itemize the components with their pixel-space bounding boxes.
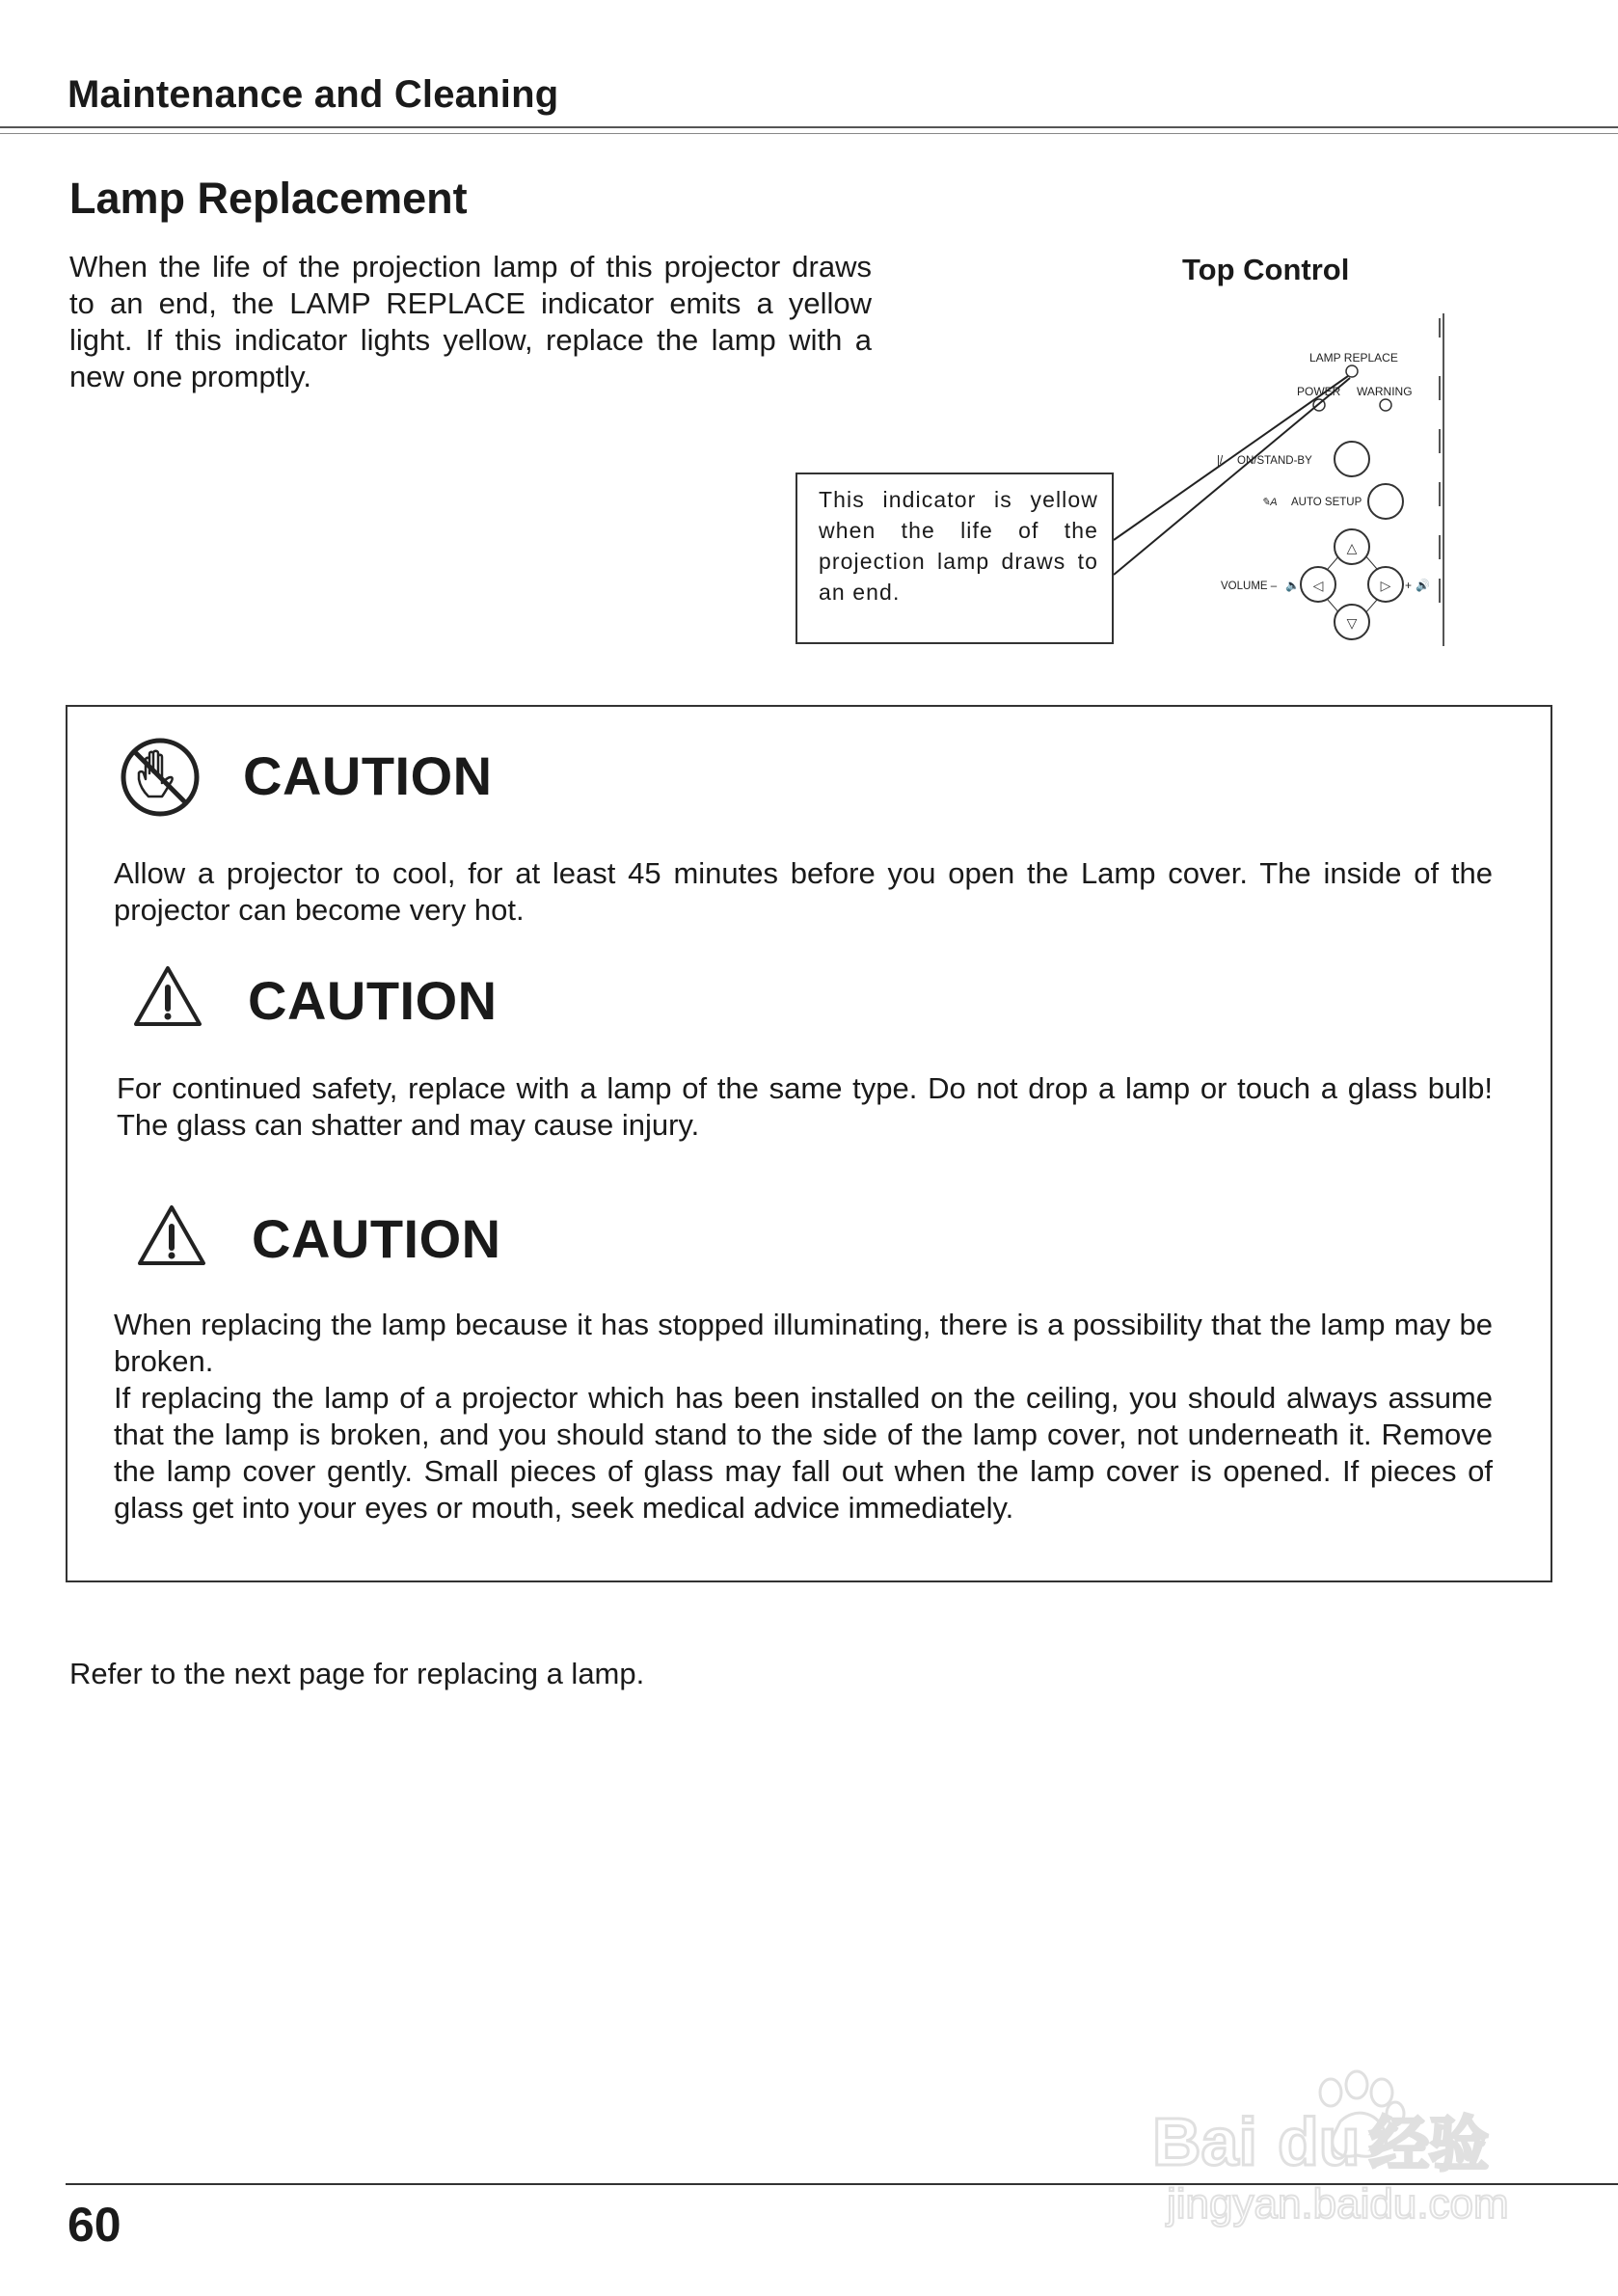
callout-pointer-lower: [1114, 378, 1350, 575]
speaker-high-icon: 🔊: [1416, 579, 1430, 592]
label-lamp-replace: LAMP REPLACE: [1309, 351, 1398, 365]
callout-text: This indicator is yellow when the life of the projection lamp draws to an end.: [819, 487, 1098, 605]
svg-text:✎A: ✎A: [1261, 497, 1278, 508]
callout-pointer-upper: [1114, 376, 1348, 540]
caution-body-2: For continued safety, replace with a lamp of the same type. Do not drop a lamp or touch a glass bulb! The glass can shatter and may cause injury.: [117, 1071, 1493, 1142]
svg-text:jingyan.baidu.com: jingyan.baidu.com: [1167, 2180, 1509, 2228]
baidu-watermark-logo: [1152, 2054, 1567, 2247]
svg-text:Bai: Bai: [1152, 2104, 1257, 2179]
label-warning: WARNING: [1357, 385, 1413, 398]
svg-text:经验: 经验: [1369, 2109, 1490, 2179]
down-arrow-icon: ▽: [1346, 615, 1358, 631]
no-touch-hand-icon: [120, 737, 201, 818]
speaker-low-icon: 🔈: [1285, 579, 1300, 592]
label-power: POWER: [1297, 385, 1341, 398]
caution-body-3b: If replacing the lamp of a projector which has been installed on the ceiling, you should always assume that the lamp is broken, and you should stand to the side of the lamp cover, not underneath it. Remove the lamp cover gently. Small pieces of glass may fall out when the lamp cover is opened. If pieces of glass get into your eyes or mouth, seek medical advice immediately.: [114, 1381, 1493, 1525]
page-number: 60: [67, 2198, 121, 2252]
on-standby-button: [1335, 442, 1369, 476]
auto-setup-button: [1368, 484, 1403, 519]
caution-body-3a: When replacing the lamp because it has stopped illuminating, there is a possibility that the lamp may be broken.: [114, 1308, 1493, 1378]
warning-triangle-icon: [136, 1203, 207, 1267]
warning-indicator: [1380, 399, 1391, 411]
footer-note: Refer to the next page for replacing a lamp.: [69, 1657, 645, 1690]
header-rule-bottom: [0, 133, 1618, 134]
caution-body-1: Allow a projector to cool, for at least 45 minutes before you open the Lamp cover. The inside of the projector can become very hot.: [114, 856, 1493, 927]
left-arrow-icon: ◁: [1312, 578, 1324, 593]
section-title: Maintenance and Cleaning: [67, 73, 559, 116]
warning-triangle-icon: [132, 964, 203, 1028]
caution-heading-2: CAUTION: [248, 970, 498, 1031]
up-arrow-icon: △: [1346, 540, 1358, 555]
intro-paragraph: When the life of the projection lamp of this projector draws to an end, the LAMP REPLACE indicator emits a yellow light. If this indicator lights yellow, replace the lamp with a new one promptly.: [69, 250, 872, 393]
caution-heading-3: CAUTION: [252, 1208, 501, 1269]
lamp-replace-indicator: [1346, 365, 1358, 377]
top-control-title: Top Control: [1182, 253, 1350, 286]
lamp-replacement-heading: Lamp Replacement: [69, 174, 468, 223]
label-on-standby: ON/STAND-BY: [1237, 455, 1312, 467]
svg-text:du: du: [1278, 2104, 1361, 2179]
right-arrow-icon: ▷: [1380, 578, 1391, 593]
svg-text:|/: |/: [1217, 455, 1224, 467]
label-volume-plus: +: [1405, 579, 1413, 592]
label-volume-minus: VOLUME –: [1221, 581, 1278, 592]
caution-heading-1: CAUTION: [243, 745, 493, 806]
header-rule-top: [0, 126, 1618, 128]
label-auto-setup: AUTO SETUP: [1291, 497, 1362, 508]
